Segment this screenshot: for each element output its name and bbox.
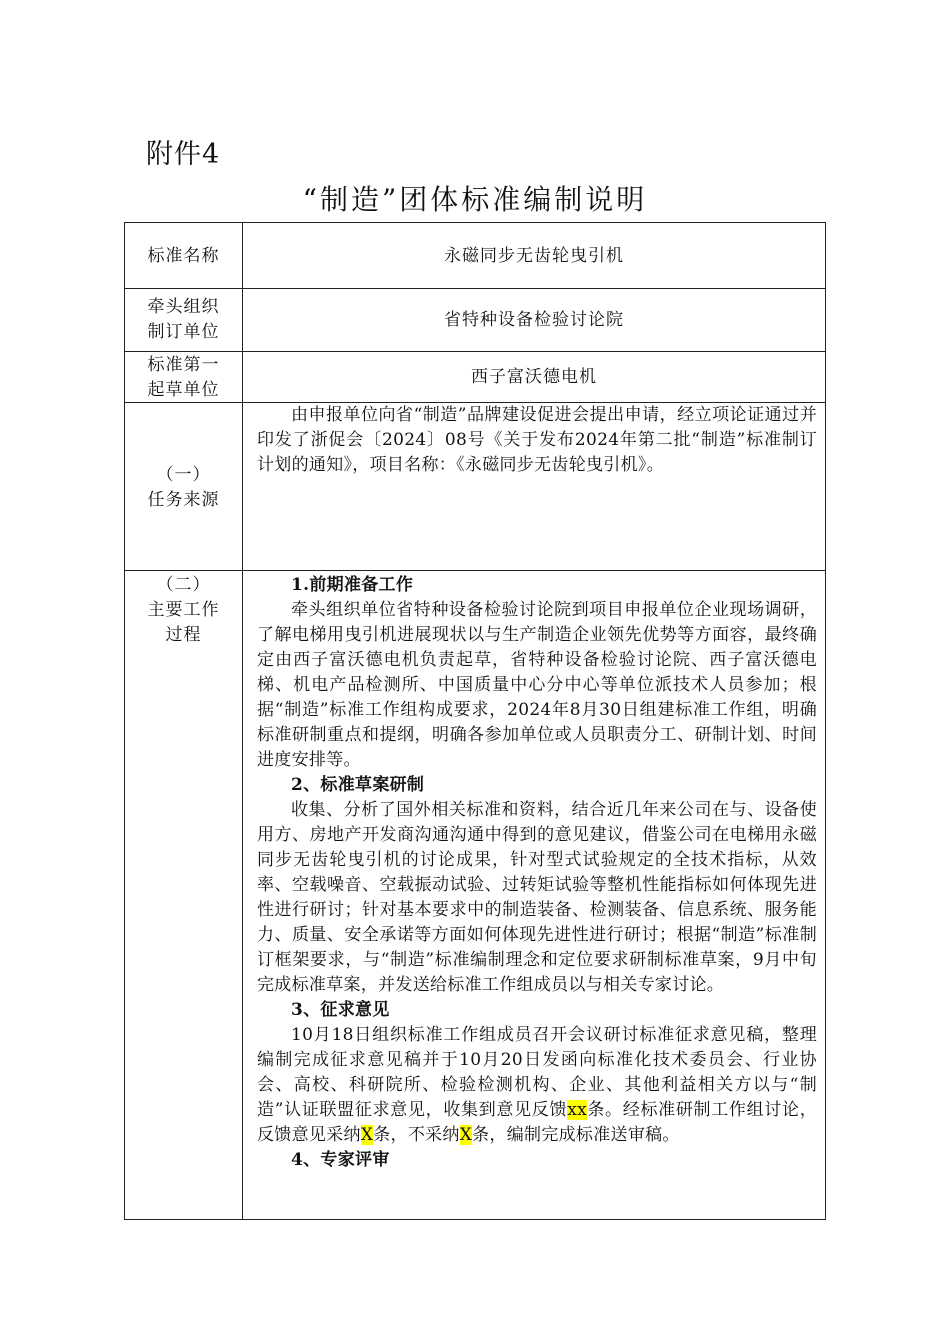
attachment-label: 附件4	[146, 139, 221, 170]
section-3-text-a: 10月18日组织标准工作组成员召开会议研讨标准征求意见稿，整理编制完成征求意见稿并于10月20日发函向标准化技术委员会、行业协会、高校、科研院所、检验检测机构、企业、其他利益相关方以与“制造”认证联盟征求意见，收集到意见反馈	[257, 1025, 817, 1120]
drafter-label-line1: 标准第一	[147, 355, 220, 375]
row-divider	[125, 351, 825, 352]
section-4-title: 4、专家评审	[291, 1150, 390, 1170]
standard-name-label: 标准名称	[147, 246, 220, 266]
standard-name-value: 永磁同步无齿轮曳引机	[444, 246, 624, 266]
feedback-count-highlight: xx	[567, 1100, 587, 1120]
task-source-label	[125, 463, 242, 513]
document-title: “制造”团体标准编制说明	[302, 183, 648, 216]
task-source-label-line1: （一）	[156, 465, 211, 485]
section-2-title: 2、标准草案研制	[291, 775, 425, 795]
drafter-label-line2: 起草单位	[147, 380, 220, 400]
adopted-count-highlight: X	[360, 1125, 374, 1145]
task-source-content	[257, 403, 817, 478]
lead-org-label	[125, 295, 242, 345]
lead-org-label-line2: 制订单位	[147, 322, 220, 342]
section-3-text-c: 条，不采纳	[373, 1125, 460, 1145]
work-process-label	[125, 573, 242, 648]
section-2-text: 收集、分析了国外相关标准和资料，结合近几年来公司在与、设备使用方、房地产开发商沟通沟通中得到的意见建议，借鉴公司在电梯用永磁同步无齿轮曳引机的讨论成果，针对型式试验规定的全技术指标，从效率、空载噪音、空载振动试验、过转矩试验等整机性能指标如何体现先进性进行研讨；针对基本要求中的制造装备、检测装备、信息系统、服务能力、质量、安全承诺等方面如何体现先进性进行研讨；根据“制造”标准制订框架要求，与“制造”标准编制理念和定位要求研制标准草案，9月中旬完成标准草案，并发送给标准工作组成员以与相关专家讨论。	[257, 800, 817, 995]
work-process-label-line3: 过程	[165, 625, 202, 645]
drafter-label	[125, 353, 242, 403]
rejected-count-highlight: X	[459, 1125, 473, 1145]
standard-info-table	[124, 222, 826, 1220]
drafter-value: 西子富沃德电机	[471, 367, 597, 387]
work-process-content	[257, 573, 817, 1173]
row-divider	[125, 570, 825, 571]
work-process-label-line2: 主要工作	[147, 600, 220, 620]
row-divider	[125, 288, 825, 289]
work-process-label-line1: （二）	[156, 575, 211, 595]
section-3-text-d: 条，编制完成标准送审稿。	[472, 1125, 680, 1145]
lead-org-label-line1: 牵头组织	[147, 297, 220, 317]
section-3-text	[257, 1023, 817, 1148]
section-1-text: 牵头组织单位省特种设备检验讨论院到项目申报单位企业现场调研，了解电梯用曳引机进展现状以与生产制造企业领先优势等方面容，最终确定由西子富沃德电机负责起草，省特种设备检验讨论院、西子富沃德电梯、机电产品检测所、中国质量中心分中心等单位派技术人员参加；根据“制造”标准工作组构成要求，2024年8月30日组建标准工作组，明确标准研制重点和提纲，明确各参加单位或人员职责分工、研制计划、时间进度安排等。	[257, 600, 817, 770]
section-3-title: 3、征求意见	[291, 1000, 390, 1020]
task-source-text: 由申报单位向省“制造”品牌建设促进会提出申请，经立项论证通过并印发了浙促会〔2024〕08号《关于发布2024年第二批“制造”标准制订计划的通知》，项目名称：《永磁同步无齿轮曳引机》。	[257, 405, 817, 475]
lead-org-value: 省特种设备检验讨论院	[444, 310, 624, 330]
section-3-text-b: 条。经标准研制工作组讨论，反馈意见采纳	[257, 1100, 817, 1145]
section-1-title: 1.前期准备工作	[291, 575, 414, 595]
task-source-label-line2: 任务来源	[147, 490, 220, 510]
